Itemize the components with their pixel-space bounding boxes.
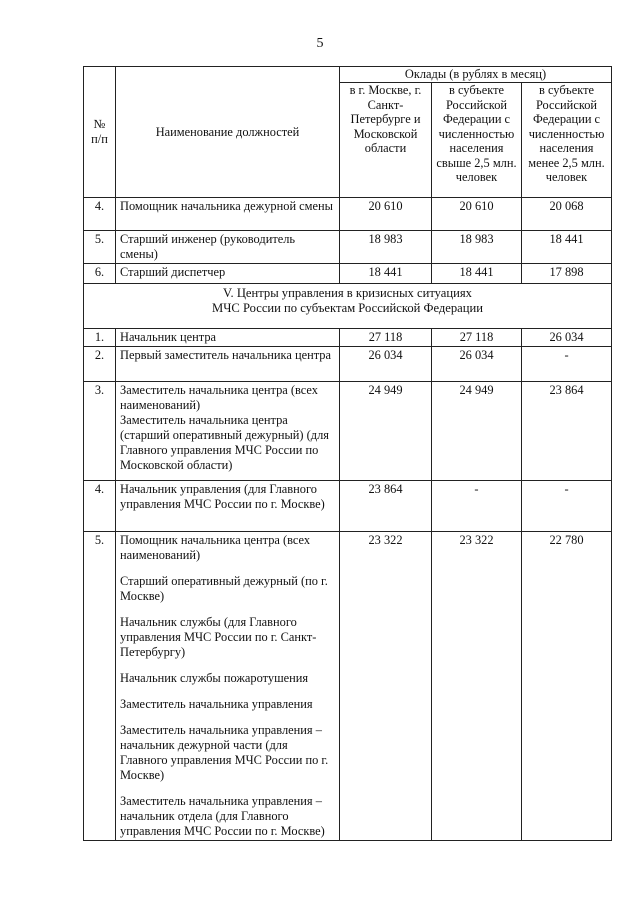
row-salary-over: 20 610	[432, 198, 522, 231]
row-salary-under: 23 864	[522, 382, 612, 481]
table-row	[84, 264, 612, 284]
table-row	[84, 347, 612, 382]
spacer	[120, 604, 335, 615]
header-name: Наименование должностей	[116, 67, 340, 198]
row-position: Помощник начальника дежурной смены	[116, 198, 340, 231]
spacer	[120, 660, 335, 671]
row-salary-over: 18 441	[432, 264, 522, 284]
page-number: 5	[316, 36, 324, 51]
row-salary-under: 26 034	[522, 329, 612, 347]
table-row	[84, 329, 612, 347]
row-position-line: Заместитель начальника управления	[120, 697, 313, 711]
row-num: 4.	[84, 198, 116, 231]
spacer	[120, 712, 335, 723]
row-salary-over: 24 949	[432, 382, 522, 481]
row-num: 4.	[84, 481, 116, 532]
row-position: Старший диспетчер	[116, 264, 340, 284]
row-salary-moscow: 23 322	[340, 532, 432, 841]
row-salary-under: 18 441	[522, 231, 612, 264]
row-position	[116, 382, 340, 481]
table-row	[84, 382, 612, 481]
row-position-line: Заместитель начальника управления – начальник отдела (для Главного управления МЧС России по г. Москве)	[120, 794, 325, 838]
header-salary-group: Оклады (в рублях в месяц)	[340, 67, 612, 83]
spacer	[120, 783, 335, 794]
section-heading-row	[84, 284, 612, 329]
row-num: 6.	[84, 264, 116, 284]
header-col-under-2-5m: в субъекте Российской Федерации с численностью населения менее 2,5 млн. человек	[522, 83, 612, 198]
header-col-moscow: в г. Москве, г. Санкт-Петербурге и Московской области	[340, 83, 432, 198]
row-salary-over: -	[432, 481, 522, 532]
row-salary-moscow: 24 949	[340, 382, 432, 481]
row-position-line: Начальник службы (для Главного управления МЧС России по г. Санкт-Петербургу)	[120, 615, 317, 659]
row-position-line: Заместитель начальника центра (старший оперативный дежурный) (для Главного управления МЧС России по Московской области)	[120, 413, 329, 472]
row-position-line: Заместитель начальника центра (всех наименований)	[120, 383, 318, 412]
row-salary-over: 27 118	[432, 329, 522, 347]
row-num: 1.	[84, 329, 116, 347]
row-salary-moscow: 26 034	[340, 347, 432, 382]
row-num: 3.	[84, 382, 116, 481]
header-row-1	[84, 67, 612, 83]
row-salary-moscow: 18 983	[340, 231, 432, 264]
salary-table	[83, 66, 612, 841]
section-heading-line-2: МЧС России по субъектам Российской Федерации	[212, 301, 483, 315]
row-position-line: Заместитель начальника управления – начальник дежурной части (для Главного управления МЧС России по г. Москве)	[120, 723, 329, 782]
header-num: № п/п	[84, 67, 116, 198]
table-row	[84, 481, 612, 532]
row-position: Старший инженер (руководитель смены)	[116, 231, 340, 264]
row-salary-over: 18 983	[432, 231, 522, 264]
table-row	[84, 231, 612, 264]
row-salary-under: 20 068	[522, 198, 612, 231]
row-salary-under: 22 780	[522, 532, 612, 841]
row-salary-moscow: 27 118	[340, 329, 432, 347]
section-heading	[84, 284, 612, 329]
section-heading-line-1: V. Центры управления в кризисных ситуациях	[223, 286, 472, 300]
row-position: Начальник управления (для Главного управления МЧС России по г. Москве)	[116, 481, 340, 532]
spacer	[120, 563, 335, 574]
row-salary-over: 23 322	[432, 532, 522, 841]
row-salary-moscow: 20 610	[340, 198, 432, 231]
row-salary-moscow: 23 864	[340, 481, 432, 532]
row-position: Первый заместитель начальника центра	[116, 347, 340, 382]
table-row	[84, 532, 612, 841]
row-salary-moscow: 18 441	[340, 264, 432, 284]
row-salary-under: 17 898	[522, 264, 612, 284]
row-position-line: Начальник службы пожаротушения	[120, 671, 309, 685]
spacer	[120, 686, 335, 697]
row-num: 2.	[84, 347, 116, 382]
row-salary-under: -	[522, 347, 612, 382]
table-row	[84, 198, 612, 231]
row-position-line: Помощник начальника центра (всех наименований)	[120, 533, 311, 562]
row-salary-over: 26 034	[432, 347, 522, 382]
row-position	[116, 532, 340, 841]
row-salary-under: -	[522, 481, 612, 532]
row-position-line: Старший оперативный дежурный (по г. Москве)	[120, 574, 328, 603]
row-num: 5.	[84, 532, 116, 841]
row-position: Начальник центра	[116, 329, 340, 347]
header-col-over-2-5m: в субъекте Российской Федерации с численностью населения свыше 2,5 млн. человек	[432, 83, 522, 198]
row-num: 5.	[84, 231, 116, 264]
